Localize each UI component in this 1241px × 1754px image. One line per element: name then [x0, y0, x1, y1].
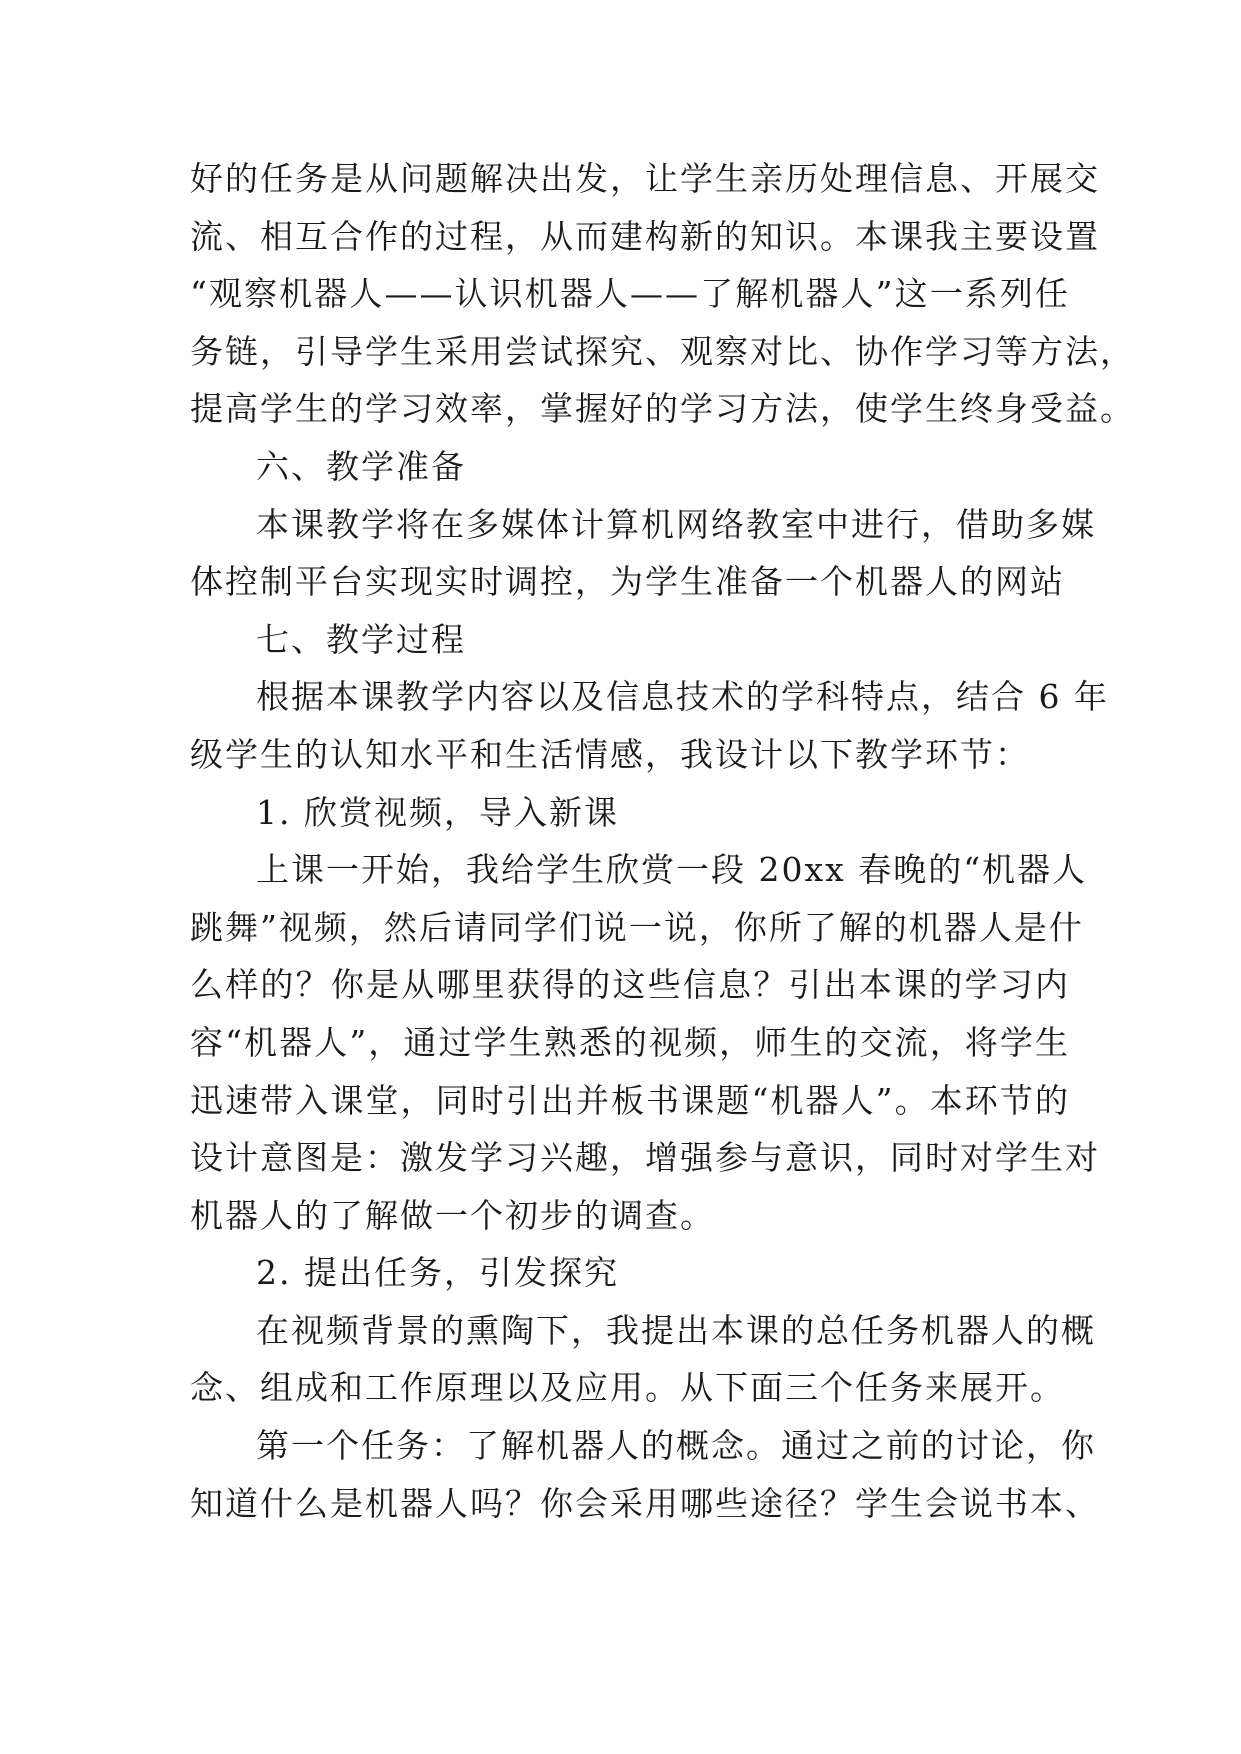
text-line: 本课教学将在多媒体计算机网络教室中进行，借助多媒: [256, 504, 1096, 544]
text-line: 七、教学过程: [256, 619, 466, 659]
text-line: 1. 欣赏视频，导入新课: [256, 792, 619, 832]
text-line: 第一个任务：了解机器人的概念。通过之前的讨论，你: [256, 1426, 1096, 1466]
text-line: “观察机器人——认识机器人——了解机器人”这一系列任: [190, 274, 1070, 314]
text-line: 提高学生的学习效率，掌握好的学习方法，使学生终身受益。: [190, 389, 1135, 429]
text-line: 务链，引导学生采用尝试探究、观察对比、协作学习等方法，: [190, 331, 1135, 371]
text-line: 六、教学准备: [256, 446, 466, 486]
text-line: 设计意图是：激发学习兴趣，增强参与意识，同时对学生对: [190, 1138, 1100, 1178]
text-line: 2. 提出任务，引发探究: [256, 1253, 619, 1293]
text-line: 么样的？你是从哪里获得的这些信息？引出本课的学习内: [190, 965, 1070, 1005]
text-line: 机器人的了解做一个初步的调查。: [190, 1195, 715, 1235]
text-line: 根据本课教学内容以及信息技术的学科特点，结合 6 年: [256, 677, 1109, 717]
text-line: 级学生的认知水平和生活情感，我设计以下教学环节：: [190, 734, 1030, 774]
text-line: 迅速带入课堂，同时引出并板书课题“机器人”。本环节的: [190, 1080, 1070, 1120]
text-line: 在视频背景的熏陶下，我提出本课的总任务机器人的概: [256, 1310, 1096, 1350]
text-line: 念、组成和工作原理以及应用。从下面三个任务来展开。: [190, 1368, 1065, 1408]
text-line: 上课一开始，我给学生欣赏一段 20xx 春晚的“机器人: [256, 850, 1088, 890]
body-text: [190, 150, 1135, 1532]
text-line: 容“机器人”，通过学生熟悉的视频，师生的交流，将学生: [190, 1022, 1070, 1062]
text-line: 体控制平台实现实时调控，为学生准备一个机器人的网站: [190, 562, 1065, 602]
text-line: 流、相互合作的过程，从而建构新的知识。本课我主要设置: [190, 216, 1100, 256]
text-line: 知道什么是机器人吗？你会采用哪些途径？学生会说书本、: [190, 1483, 1100, 1523]
text-line: 好的任务是从问题解决出发，让学生亲历处理信息、开展交: [190, 159, 1100, 198]
text-line: 跳舞”视频，然后请同学们说一说，你所了解的机器人是什: [190, 907, 1084, 947]
